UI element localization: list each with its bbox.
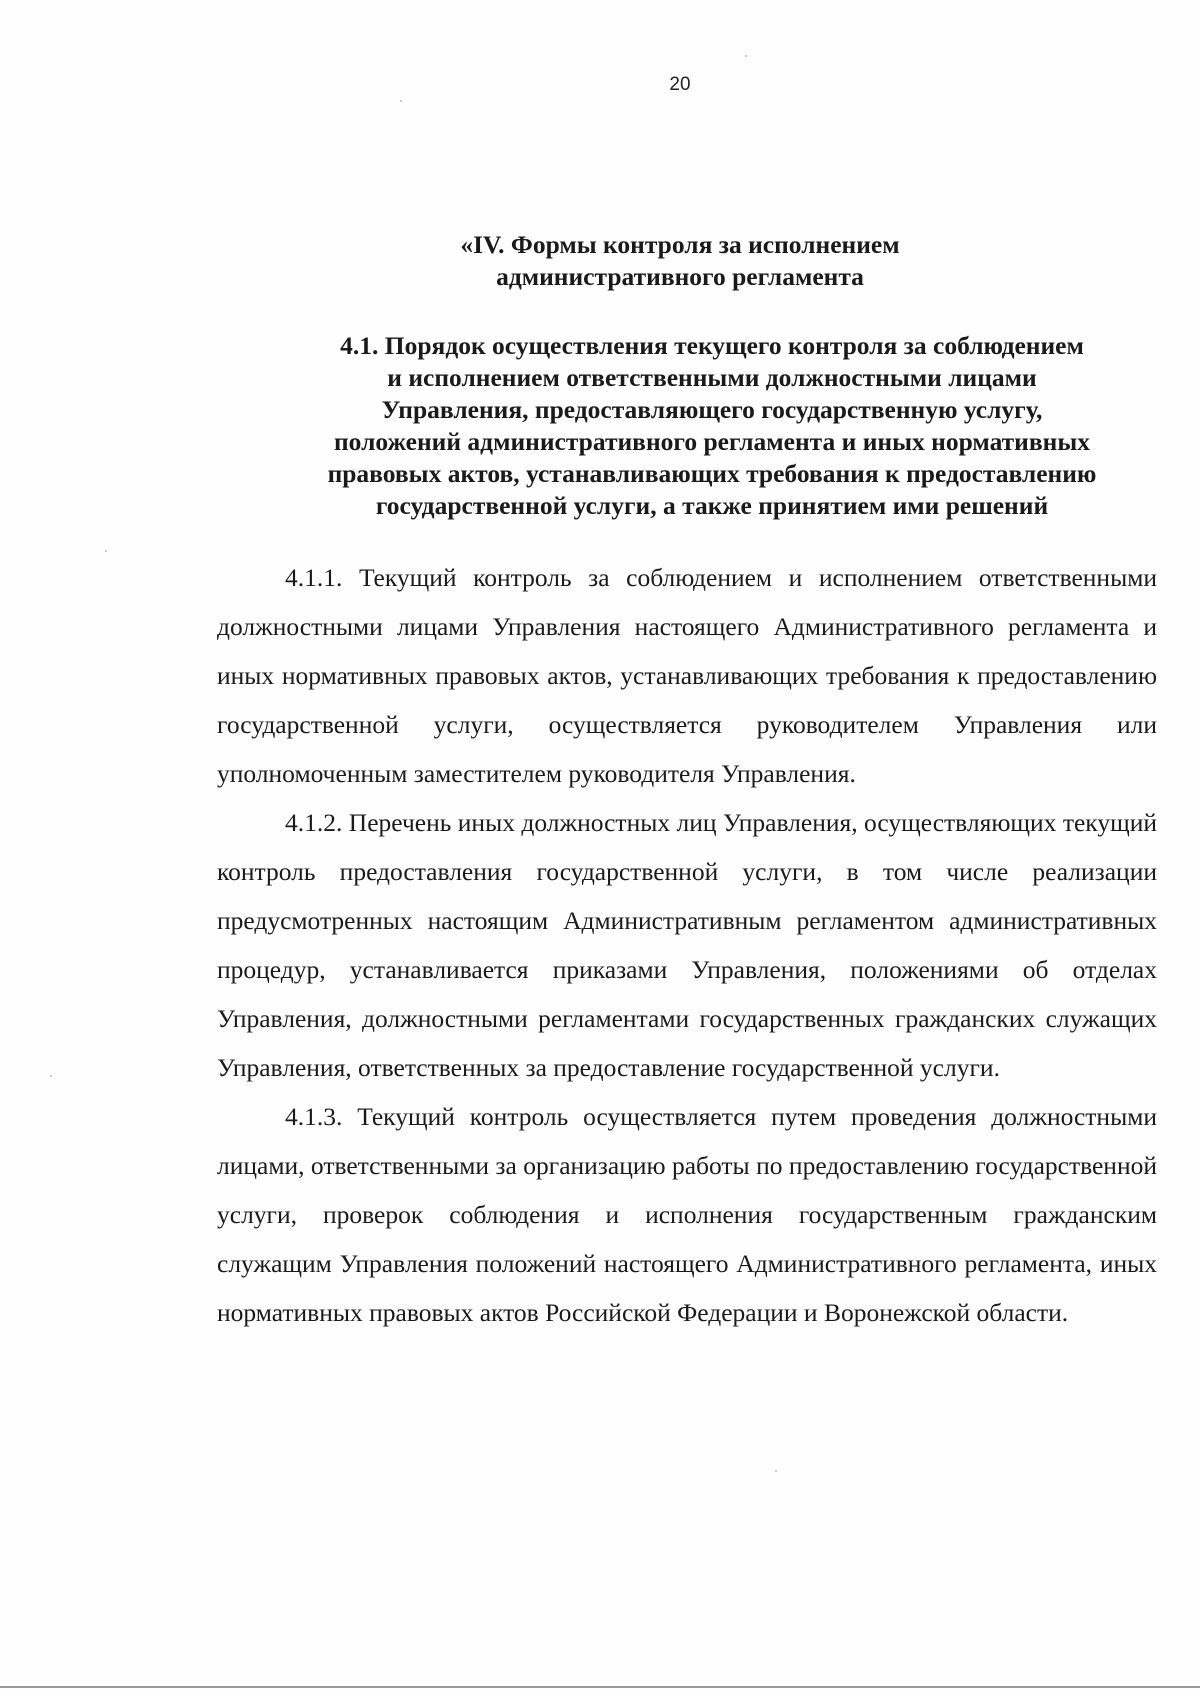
- paragraph-4-1-1: 4.1.1. Текущий контроль за соблюдением и исполнением ответственными должностными лицами Управления настоящего Административного регламента и иных нормативных правовых актов, устанавливающих требования к предоставлению государственной услуги, осуществляется руководителем Управления или уполномоченным заместителем руководителя Управления.: [217, 563, 1157, 788]
- scan-speck: [745, 55, 747, 57]
- paragraph-4-1-2: 4.1.2. Перечень иных должностных лиц Управления, осуществляющих текущий контроль предоставления государственной услуги, в том числе реализации предусмотренных настоящим Административным регламентом административных процедур, устанавливается приказами Управления, положениями об отделах Управления, должностными регламентами государственных гражданских служащих Управления, ответственных за предоставление государственной услуги.: [217, 808, 1157, 1082]
- scan-speck: [400, 100, 402, 102]
- section-title-line: и исполнением ответственными должностными лицами: [387, 363, 1037, 392]
- chapter-title-line: «IV. Формы контроля за исполнением: [460, 230, 900, 259]
- section-title-line: правовых актов, устанавливающих требования к предоставлению: [327, 459, 1097, 488]
- scan-speck: [50, 1075, 52, 1077]
- section-title-line: положений административного регламента и иных нормативных: [333, 427, 1090, 456]
- section-title: [262, 330, 1162, 522]
- chapter-title: [290, 229, 1070, 293]
- section-title-line: государственной услуги, а также принятием ими решений: [375, 491, 1049, 520]
- paragraph-4-1-3: 4.1.3. Текущий контроль осуществляется путем проведения должностными лицами, ответственными за организацию работы по предоставлению государственной услуги, проверок соблюдения и исполнения государственным гражданским служащим Управления положений настоящего Административного регламента, иных нормативных правовых актов Российской Федерации и Воронежской области.: [217, 1102, 1157, 1327]
- section-title-line: Управления, предоставляющего государственную услугу,: [381, 395, 1043, 424]
- scan-speck: [105, 550, 107, 552]
- section-title-line: 4.1. Порядок осуществления текущего контроля за соблюдением: [340, 331, 1084, 360]
- scan-speck: [775, 1470, 777, 1472]
- body-text: [217, 553, 1157, 1337]
- page-number: 20: [669, 74, 691, 95]
- scan-edge-line: [0, 1686, 1200, 1688]
- chapter-title-line: административного регламента: [496, 262, 864, 291]
